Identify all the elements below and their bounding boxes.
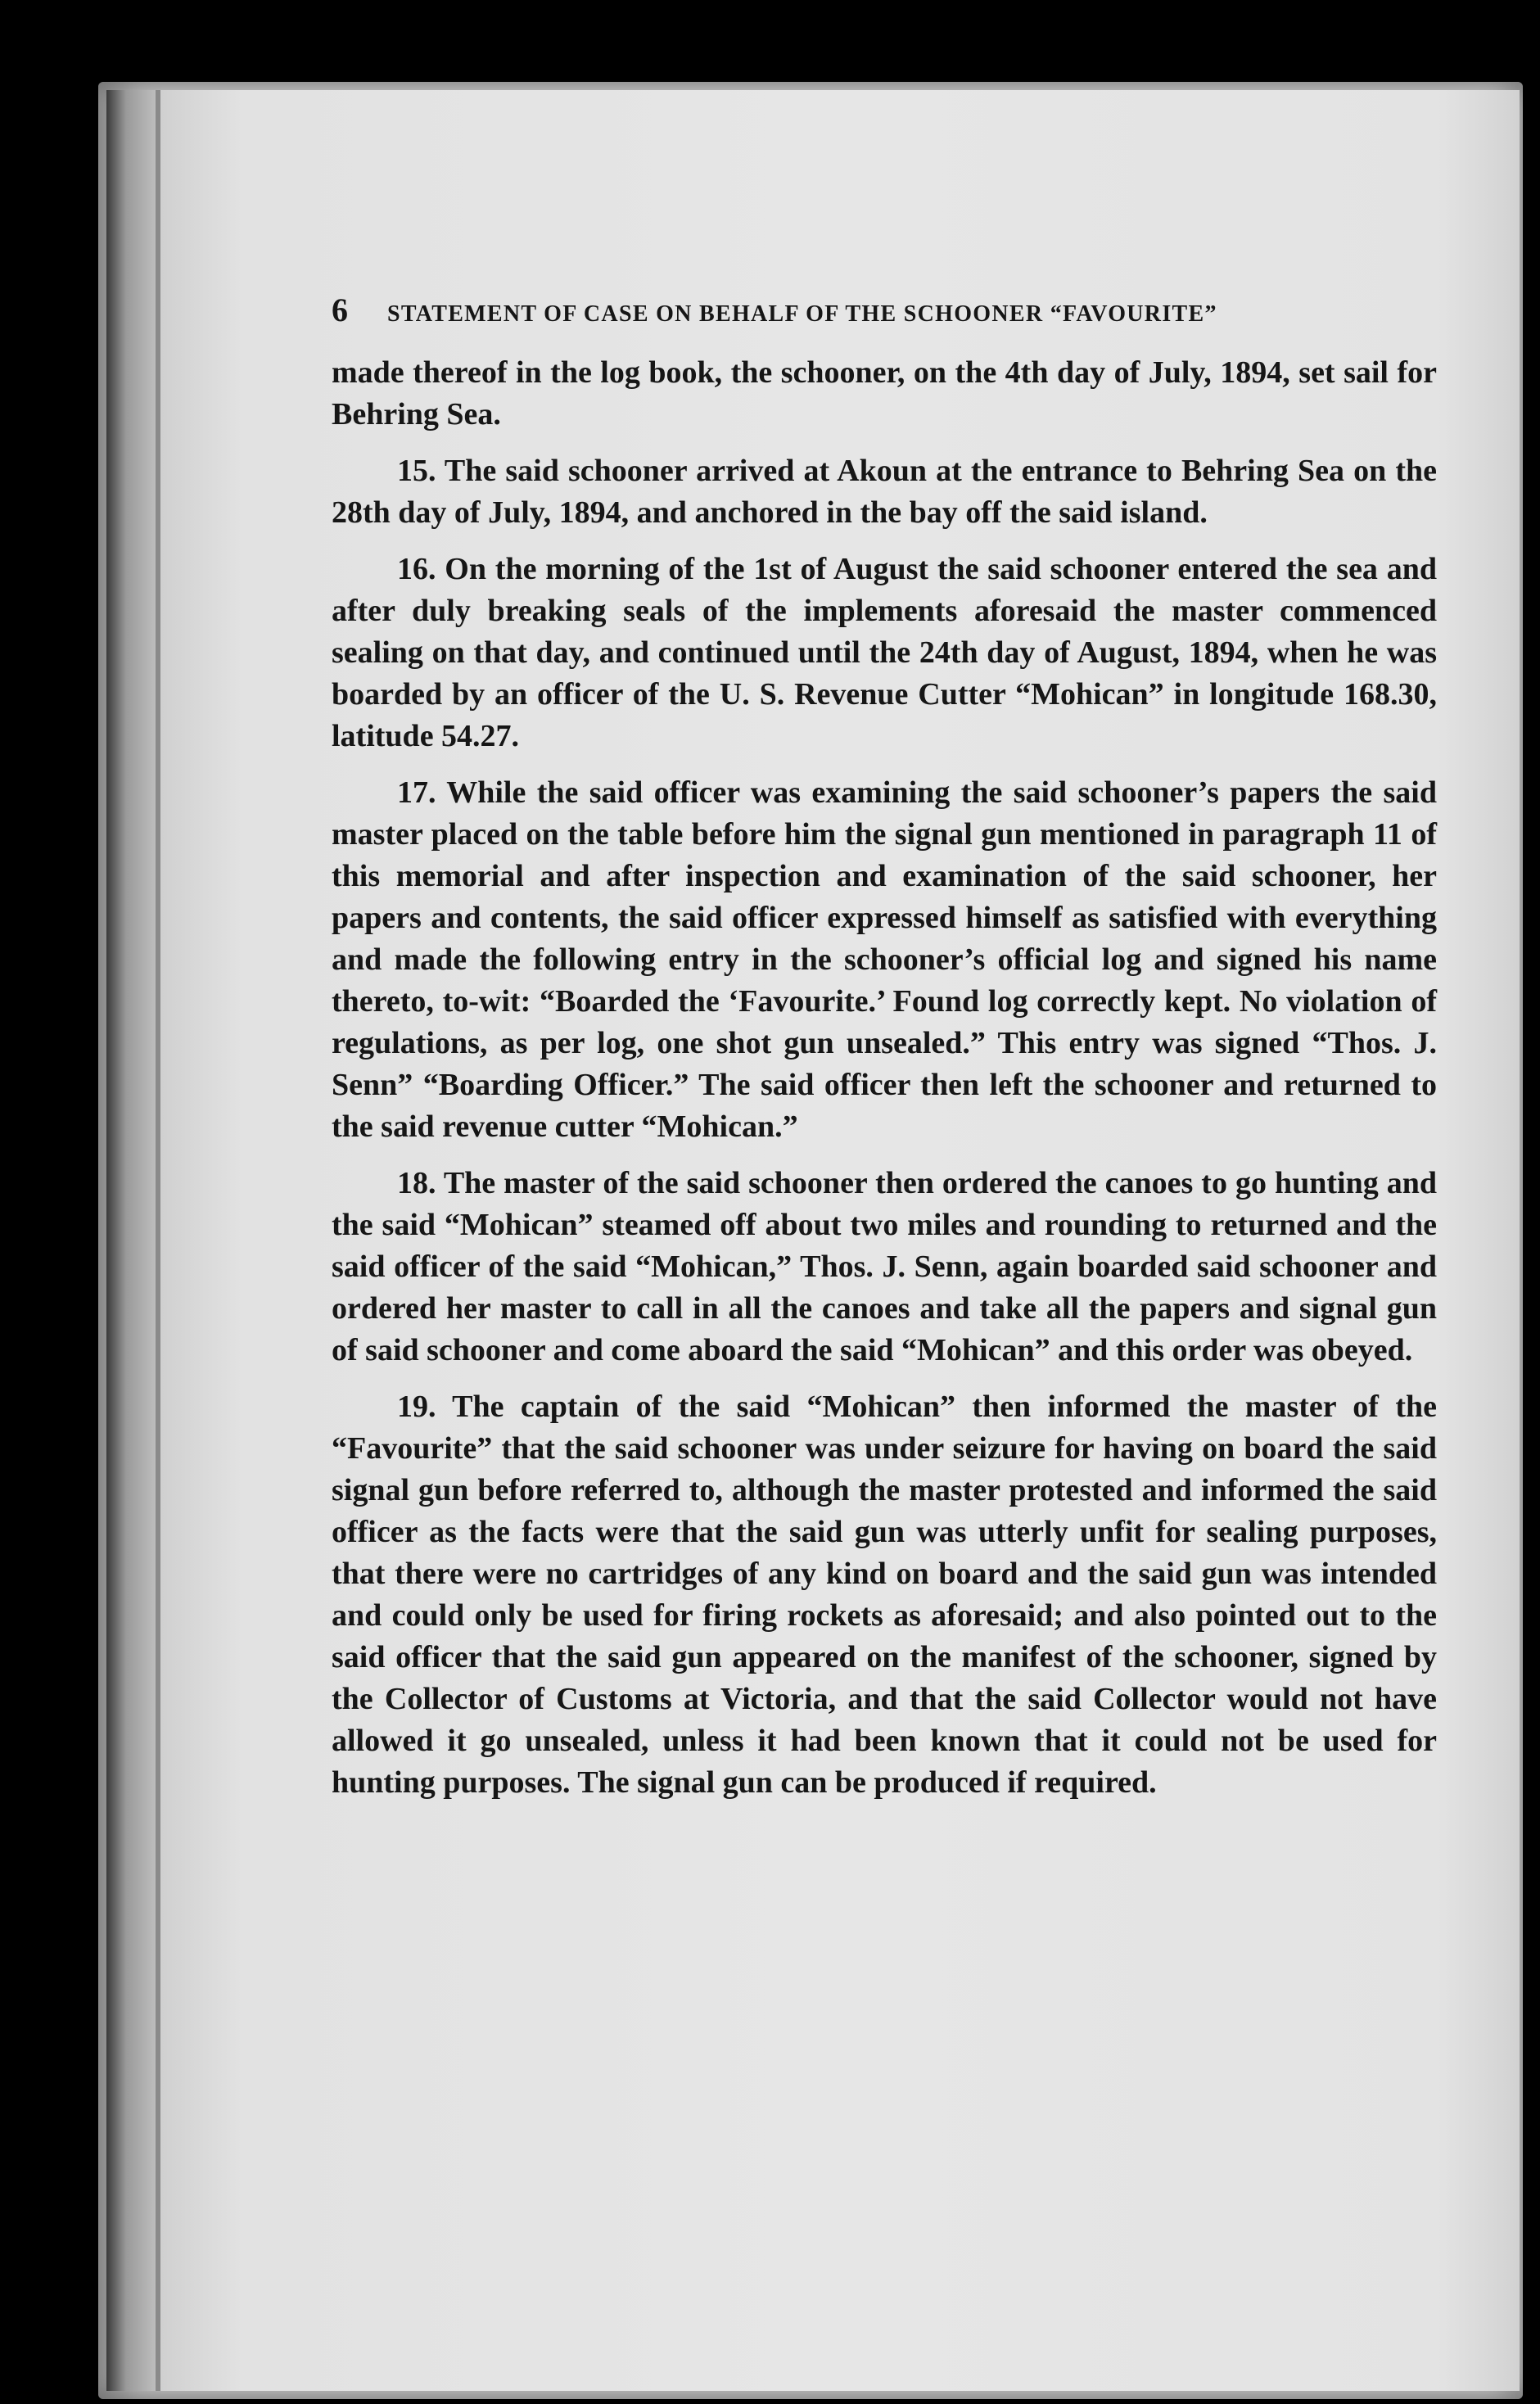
binding-edge: [106, 90, 156, 2391]
running-head: [332, 291, 1437, 329]
paragraph-17: 17. While the said officer was examining the said schooner’s papers the said master placed on the table before him the signal gun mentioned in paragraph 11 of this memorial and after inspection and examination of the said schooner, her papers and contents, the said officer expressed himself as satisfied with everything and made the following entry in the schooner’s official log and signed his name thereto, to-wit: “Boarded the ‘Favourite.’ Found log correctly kept. No violation of regulations, as per log, one shot gun unsealed.” This entry was signed “Thos. J. Senn” “Boarding Officer.” The said officer then left the schooner and returned to the said revenue cutter “Mohican.”: [332, 775, 1437, 1144]
running-head-title: STATEMENT OF CASE ON BEHALF OF THE SCHOONER “FAVOURITE”: [387, 301, 1217, 327]
paragraph-19: 19. The captain of the said “Mohican” then informed the master of the “Favourite” that the said schooner was under seizure for having on board the said signal gun before referred to, although the master protested and informed the said officer as the facts were that the said gun was utterly unfit for sealing purposes, that there were no cartridges of any kind on board and the said gun was intended and could only be used for firing rockets as aforesaid; and also pointed out to the said officer that the said gun appeared on the manifest of the schooner, signed by the Collector of Customs at Victoria, and that the said Collector would not have allowed it go unsealed, unless it had been known that it could not be used for hunting purposes. The signal gun can be produced if required.: [332, 1390, 1437, 1800]
page-number: 6: [332, 291, 349, 328]
page-content: [332, 291, 1437, 1819]
paragraph-15: 15. The said schooner arrived at Akoun at the entrance to Behring Sea on the 28th day of July, 1894, and anchored in the bay off the said island.: [332, 454, 1437, 530]
paragraph-continuation: made thereof in the log book, the schooner, on the 4th day of July, 1894, set sail for Behring Sea.: [332, 355, 1437, 432]
paragraph-18: 18. The master of the said schooner then ordered the canoes to go hunting and the said “Mohican” steamed off about two miles and rounding to returned and the said officer of the said “Mohican,” Thos. J. Senn, again boarded said schooner and ordered her master to call in all the canoes and take all the papers and signal gun of said schooner and come aboard the said “Mohican” and this order was obeyed.: [332, 1166, 1437, 1367]
paragraph-16: 16. On the morning of the 1st of August the said schooner entered the sea and after duly breaking seals of the implements aforesaid the master commenced sealing on that day, and continued until the 24th day of August, 1894, when he was boarded by an officer of the U. S. Revenue Cutter “Mohican” in longitude 168.30, latitude 54.27.: [332, 552, 1437, 753]
